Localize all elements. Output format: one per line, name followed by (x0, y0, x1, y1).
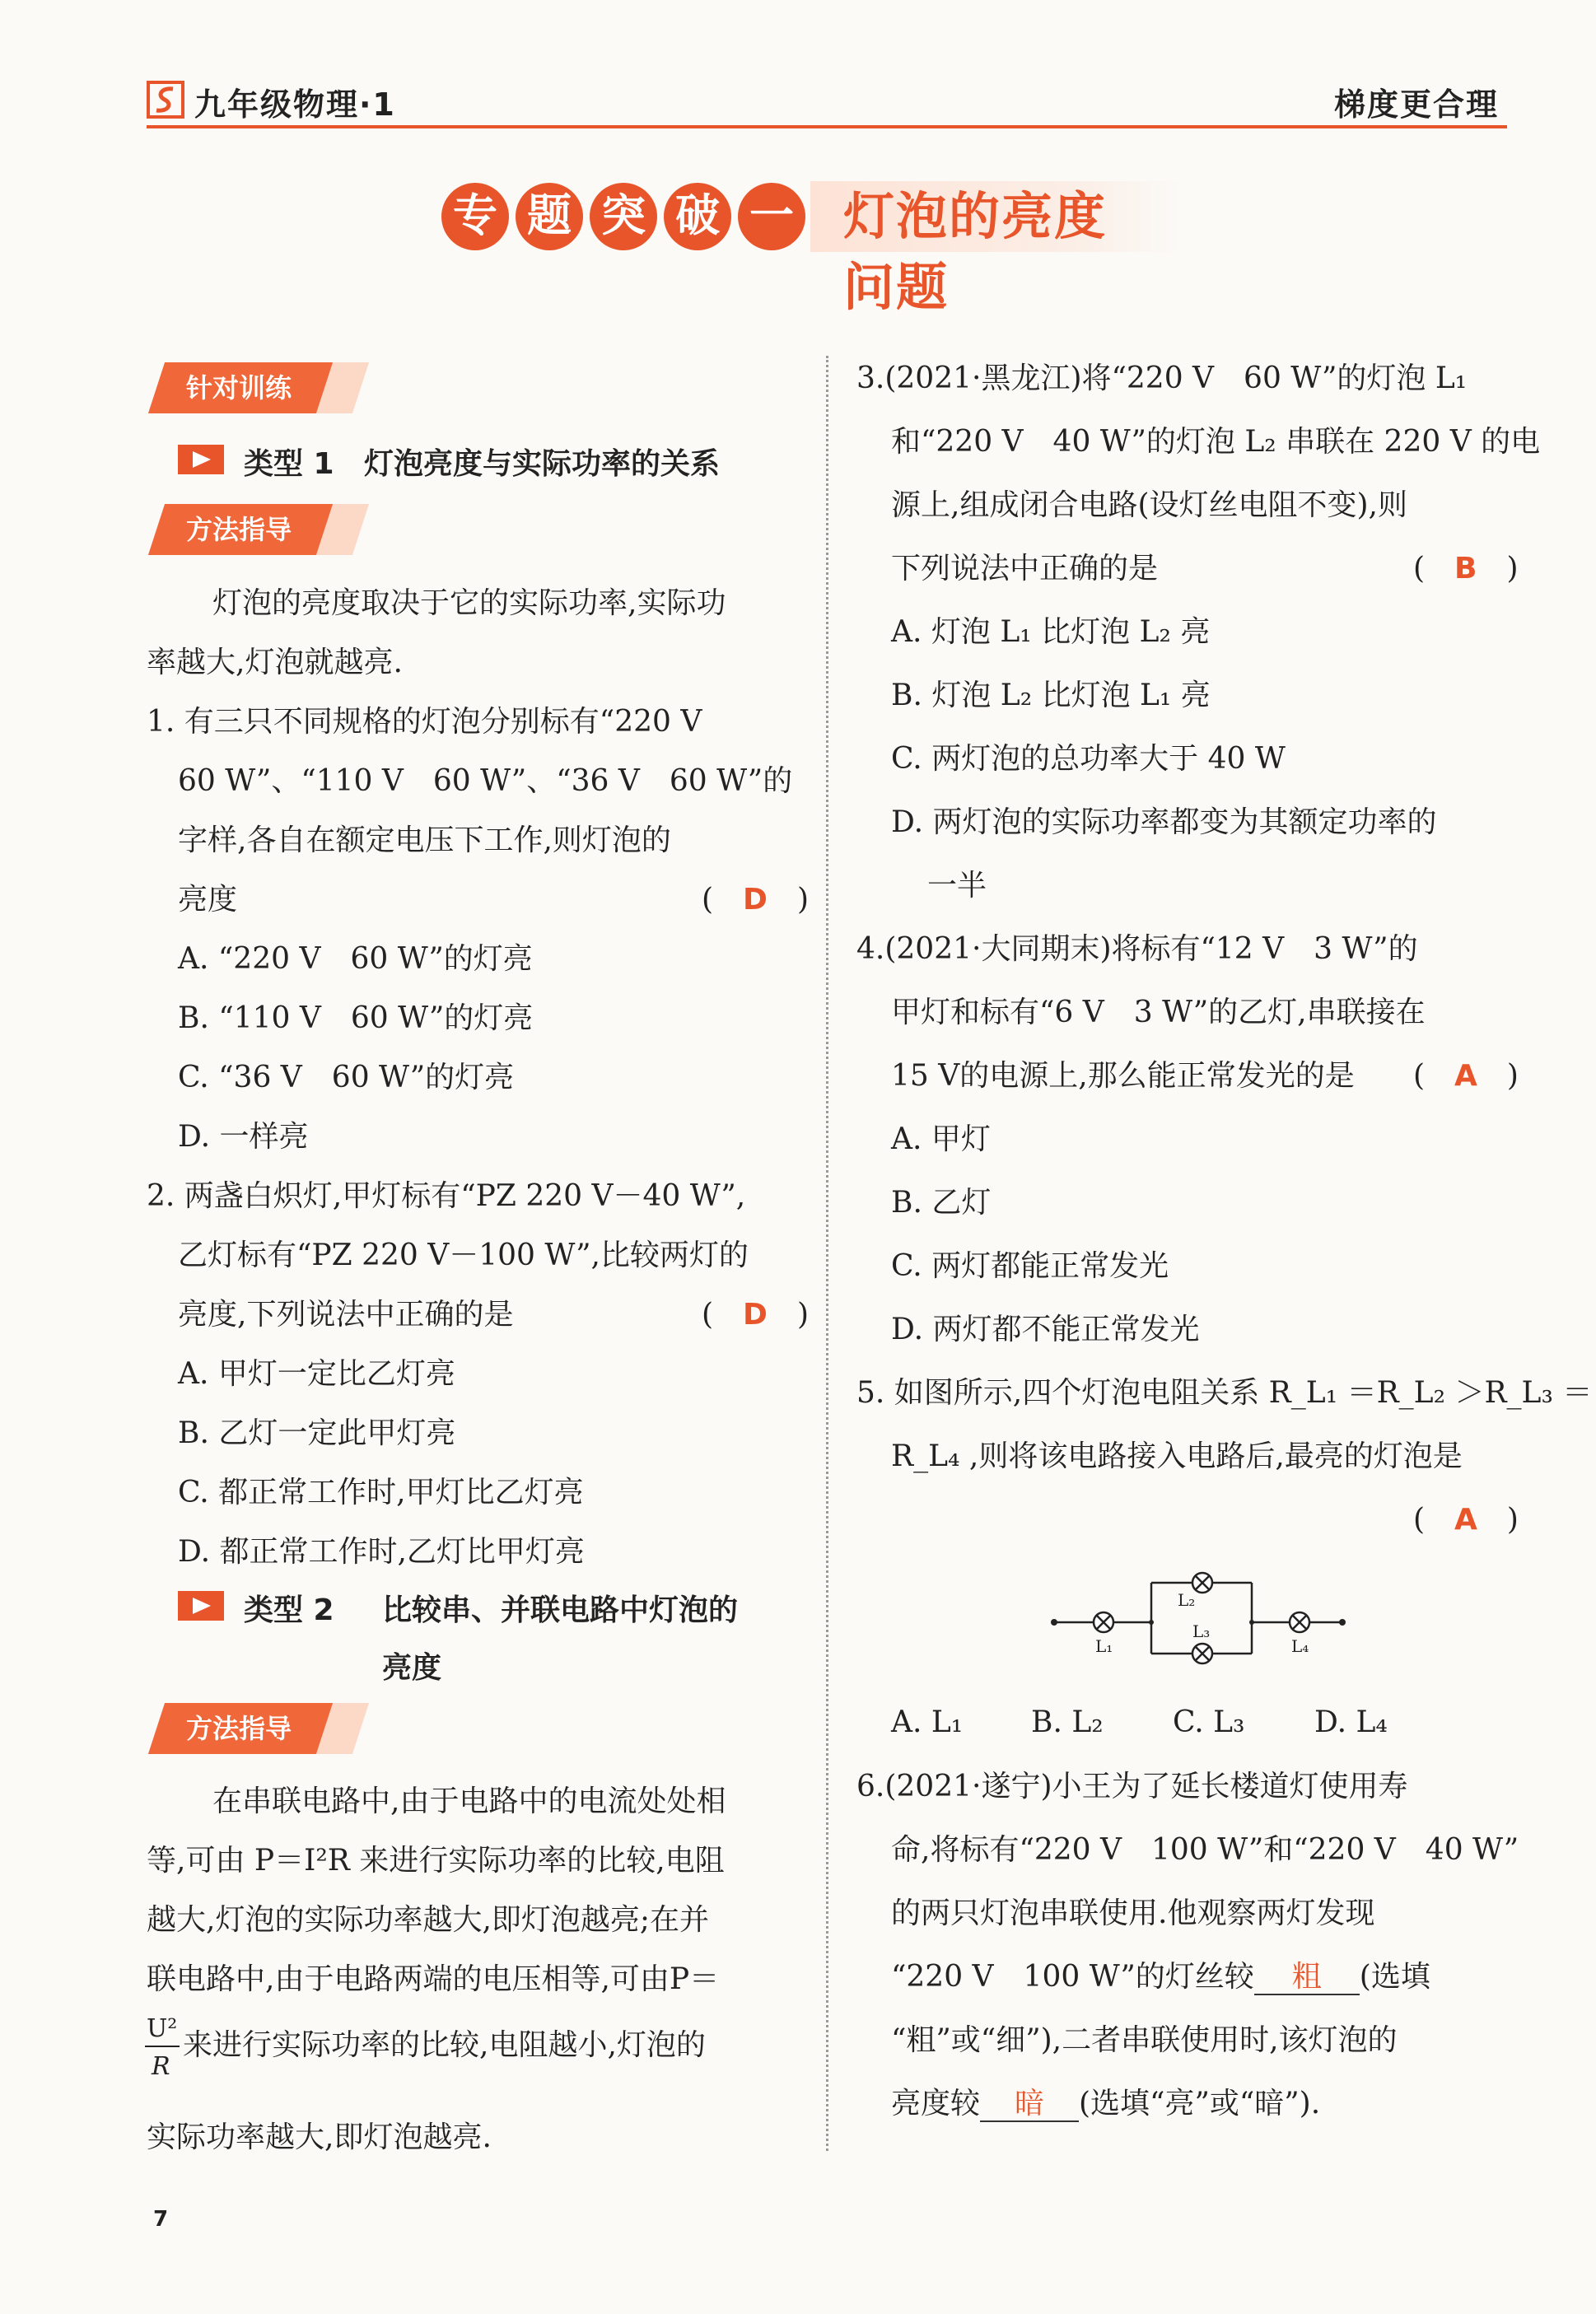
q1-option: A. “220 V 60 W”的灯亮 (178, 942, 533, 976)
topic-title: 灯泡的亮度问题 (810, 181, 1183, 252)
fraction-bar (145, 2046, 180, 2047)
lamp-l1-icon (1094, 1612, 1113, 1632)
q5-stem-line: R_L₄ ,则将该电路接入电路后,最亮的灯泡是 (891, 1439, 1463, 1473)
q1-stem-line: 字样,各自在额定电压下工作,则灯泡的 (178, 823, 671, 857)
q2-option: B. 乙灯一定此甲灯亮 (178, 1416, 456, 1450)
publisher-logo-icon (147, 81, 184, 119)
q4-stem-line: 甲灯和标有“6 V 3 W”的乙灯,串联接在 (891, 996, 1426, 1029)
method2-line: 越大,灯泡的实际功率越大,即灯泡越亮;在并 (147, 1903, 710, 1937)
q2-option: C. 都正常工作时,甲灯比乙灯亮 (178, 1476, 584, 1509)
banner-char: 破 (664, 183, 731, 250)
q2-stem-line: 2. 两盏白炽灯,甲灯标有“PZ 220 V－40 W”, (147, 1179, 746, 1213)
q3-option: C. 两灯泡的总功率大于 40 W (891, 742, 1286, 776)
lamp-label: L₂ (1178, 1590, 1196, 1610)
slogan: 梯度更合理 (1333, 86, 1499, 123)
q1-stem-line: 亮度 (178, 883, 238, 917)
q1-answer: D (743, 883, 768, 917)
q3-stem-line: 下列说法中正确的是 (891, 552, 1159, 585)
q2-stem-line: 亮度,下列说法中正确的是 (178, 1298, 514, 1332)
lamp-label: L₁ (1095, 1636, 1113, 1656)
q1-answer-bracket: ( D ) (702, 883, 809, 917)
banner-char: 突 (590, 183, 657, 250)
q3-option: B. 灯泡 L₂ 比灯泡 L₁ 亮 (891, 679, 1211, 712)
q3-answer: B (1454, 552, 1477, 585)
lamp-l2-icon (1192, 1573, 1212, 1593)
q5-option: A. L₁ (891, 1705, 964, 1739)
q4-option: C. 两灯都能正常发光 (891, 1249, 1169, 1283)
q1-stem-line: 60 W”、“110 V 60 W”、“36 V 60 W”的 (178, 764, 793, 798)
q5-answer-bracket: ( A ) (1413, 1503, 1519, 1537)
q1-option: B. “110 V 60 W”的灯亮 (178, 1001, 534, 1035)
q6-blank-1: 粗 (1254, 1961, 1360, 1995)
method2-line: 实际功率越大,即灯泡越亮. (147, 2120, 492, 2154)
formula-numerator: U² (147, 2014, 178, 2043)
q2-option: A. 甲灯一定比乙灯亮 (178, 1357, 455, 1391)
lamp-label: L₃ (1192, 1621, 1211, 1641)
q2-answer: D (743, 1298, 768, 1332)
q2-option: D. 都正常工作时,乙灯比甲灯亮 (178, 1535, 585, 1569)
method1-line: 灯泡的亮度取决于它的实际功率,实际功 (212, 586, 726, 620)
lamp-l4-icon (1290, 1612, 1309, 1632)
page-number: 7 (153, 2207, 169, 2232)
q4-option: A. 甲灯 (891, 1122, 991, 1156)
q3-answer-bracket: ( B ) (1413, 552, 1519, 585)
q3-option: A. 灯泡 L₁ 比灯泡 L₂ 亮 (891, 615, 1211, 649)
q4-option: D. 两灯都不能正常发光 (891, 1313, 1200, 1346)
q3-stem-line: 和“220 V 40 W”的灯泡 L₂ 串联在 220 V 的电 (891, 425, 1541, 459)
column-divider (826, 356, 828, 2151)
type1-title: 灯泡亮度与实际功率的关系 (364, 447, 721, 481)
circuit-diagram (1046, 1565, 1351, 1680)
method2-line: 在串联电路中,由于电路中的电流处处相 (212, 1784, 726, 1818)
q5-answer: A (1454, 1503, 1477, 1537)
book-title: 九年级物理·1 (194, 86, 396, 123)
q4-answer-bracket: ( A ) (1413, 1059, 1519, 1093)
q3-option: D. 两灯泡的实际功率都变为其额定功率的 (891, 805, 1437, 839)
q6-stem-line: “粗”或“细”),二者串联使用时,该灯泡的 (891, 2023, 1398, 2057)
q6-stem-line: 命,将标有“220 V 100 W”和“220 V 40 W” (891, 1833, 1519, 1867)
q3-stem-line: 3.(2021·黑龙江)将“220 V 60 W”的灯泡 L₁ (856, 362, 1468, 395)
q6-stem-line: 6.(2021·遂宁)小王为了延长楼道灯使用寿 (856, 1770, 1408, 1803)
q4-stem-line: 4.(2021·大同期末)将标有“12 V 3 W”的 (856, 932, 1418, 966)
q3-stem-line: 源上,组成闭合电路(设灯丝电阻不变),则 (891, 488, 1407, 522)
banner-char: 专 (441, 183, 509, 250)
topic-banner (441, 175, 1183, 317)
method2-line: 来进行实际功率的比较,电阻越小,灯泡的 (183, 2028, 706, 2062)
type2-title: 亮度 (382, 1651, 442, 1685)
banner-char: 一 (738, 183, 805, 250)
q5-stem-line: 5. 如图所示,四个灯泡电阻关系 R_L₁ ＝R_L₂ ＞R_L₃ ＝ (856, 1376, 1593, 1410)
lamp-label: L₄ (1291, 1636, 1309, 1656)
tag-method-2: 方法指导 (148, 1703, 333, 1754)
q1-option: C. “36 V 60 W”的灯亮 (178, 1061, 515, 1094)
formula-denominator: R (152, 2052, 170, 2081)
q6-stem-line: 的两只灯泡串联使用.他观察两灯发现 (891, 1896, 1375, 1930)
type1-label: 类型 1 (244, 447, 334, 481)
tag-training: 针对训练 (148, 362, 333, 413)
type2-title: 比较串、并联电路中灯泡的 (382, 1593, 739, 1627)
q5-option: B. L₂ (1031, 1705, 1104, 1739)
lamp-l3-icon (1192, 1644, 1212, 1663)
banner-char: 题 (516, 183, 583, 250)
page-header (147, 76, 1507, 128)
play-icon (178, 445, 224, 474)
q2-answer-bracket: ( D ) (702, 1298, 809, 1332)
q2-stem-line: 乙灯标有“PZ 220 V－100 W”,比较两灯的 (178, 1239, 749, 1272)
q3-option: 一半 (927, 869, 987, 903)
q4-answer: A (1454, 1059, 1477, 1093)
play-icon (178, 1591, 224, 1621)
q5-option: D. L₄ (1314, 1705, 1388, 1739)
q4-stem-line: 15 V的电源上,那么能正常发光的是 (891, 1059, 1355, 1093)
q6-blank-2: 暗 (980, 2088, 1079, 2122)
method2-line: 等,可由 P＝I²R 来进行实际功率的比较,电阻 (147, 1844, 725, 1878)
type2-label: 类型 2 (244, 1593, 334, 1627)
q6-stem-line: “220 V 100 W”的灯丝较 粗 (选填 (891, 1960, 1430, 1994)
q1-stem-line: 1. 有三只不同规格的灯泡分别标有“220 V (147, 705, 702, 739)
q6-stem-line: 亮度较 暗 (选填“亮”或“暗”). (891, 2087, 1321, 2120)
q5-option: C. L₃ (1173, 1705, 1245, 1739)
tag-method-1: 方法指导 (148, 504, 333, 555)
q4-option: B. 乙灯 (891, 1186, 992, 1220)
method2-line: 联电路中,由于电路两端的电压相等,可由P＝ (147, 1962, 720, 1996)
q1-option: D. 一样亮 (178, 1120, 309, 1154)
method1-line: 率越大,灯泡就越亮. (147, 646, 403, 679)
